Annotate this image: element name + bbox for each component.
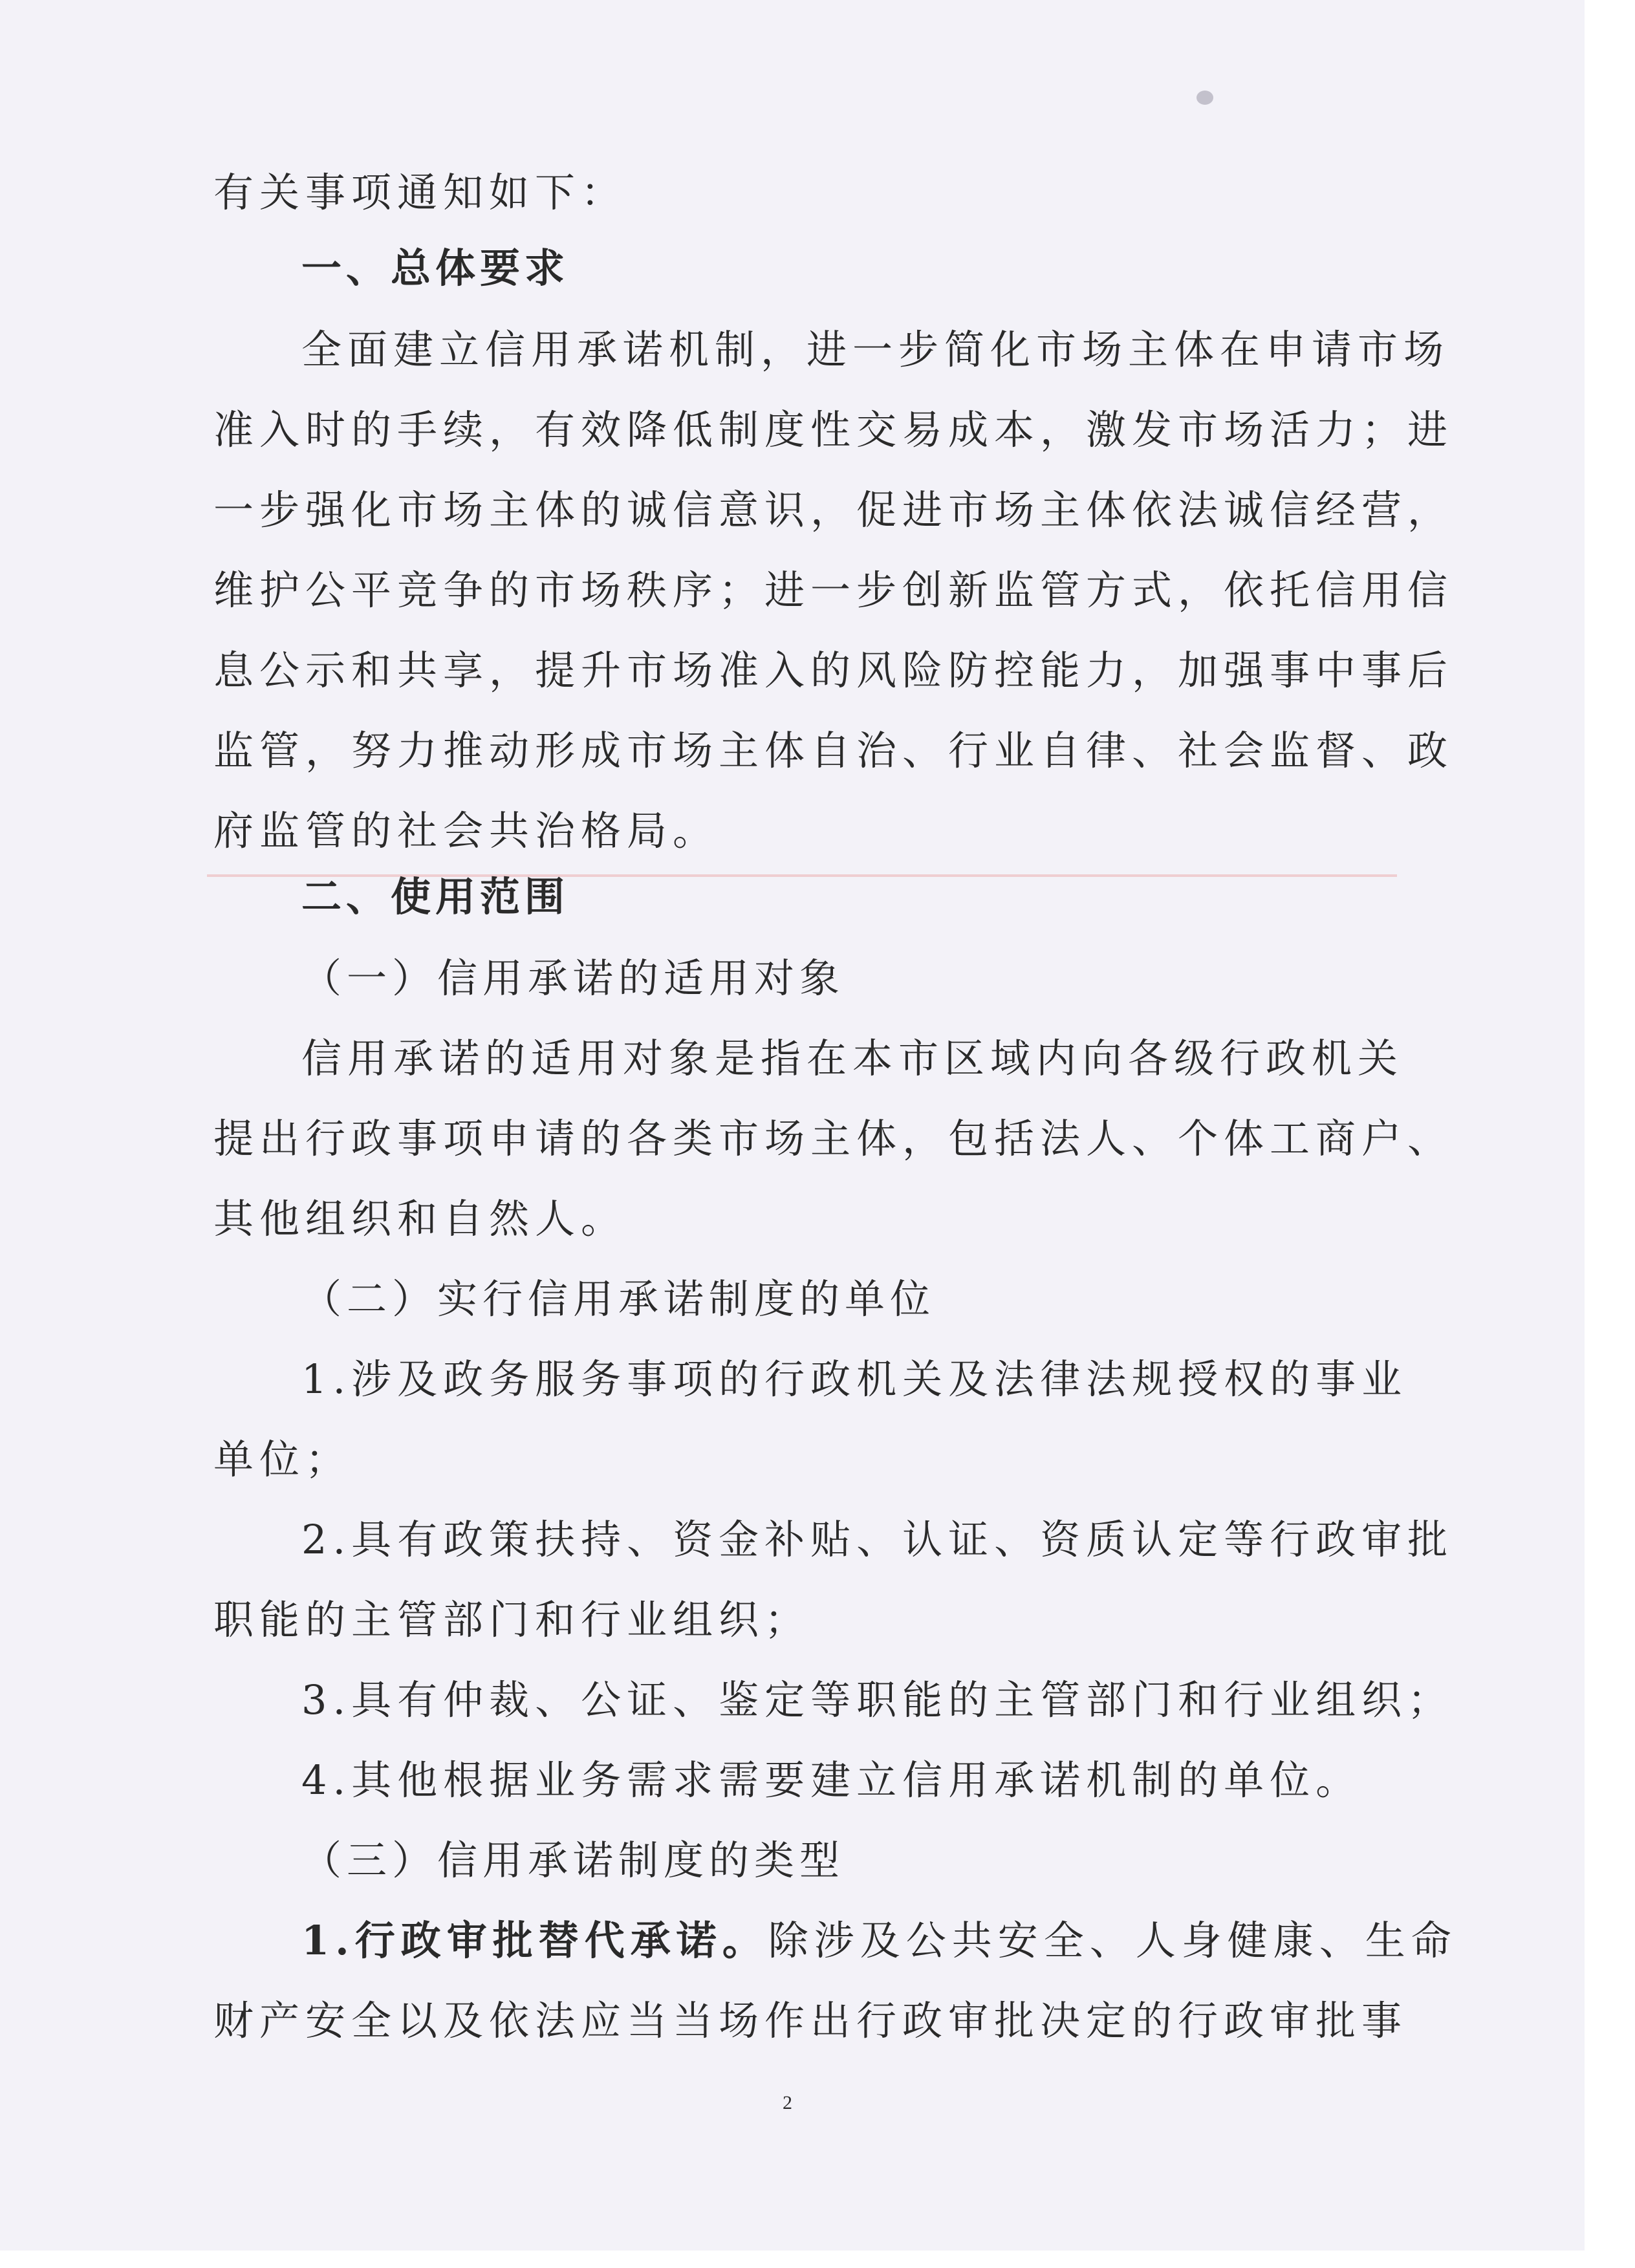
list-item: 4.其他根据业务需求需要建立信用承诺机制的单位。	[301, 1756, 1362, 1804]
paragraph-line: 维护公平竞争的市场秩序；进一步创新监管方式，依托信用信	[213, 567, 1454, 614]
scan-speck	[1196, 91, 1213, 105]
paragraph-line: 提出行政事项申请的各类市场主体，包括法人、个体工商户、	[213, 1115, 1454, 1162]
paragraph-line: 府监管的社会共治格局。	[213, 807, 719, 854]
subsection-title: （一）信用承诺的适用对象	[301, 955, 845, 1002]
paragraph-line: 信用承诺的适用对象是指在本市区域内向各级行政机关	[301, 1035, 1404, 1082]
list-item-text: 除涉及公共安全、人身健康、生命	[768, 1917, 1457, 1964]
list-item-continuation: 职能的主管部门和行业组织；	[213, 1596, 811, 1643]
paragraph-line: 监管，努力推动形成市场主体自治、行业自律、社会监督、政	[213, 727, 1454, 774]
section-heading-scope: 二、使用范围	[301, 873, 570, 920]
list-item-continuation: 单位；	[213, 1436, 352, 1483]
paragraph-line: 其他组织和自然人。	[213, 1195, 627, 1242]
list-item: 1.涉及政务服务事项的行政机关及法律法规授权的事业	[301, 1355, 1408, 1403]
page-number: 2	[783, 2092, 792, 2113]
paragraph-line: 息公示和共享，提升市场准入的风险防控能力，加强事中事后	[213, 647, 1454, 694]
paragraph-line: 全面建立信用承诺机制，进一步简化市场主体在申请市场	[301, 326, 1450, 373]
paragraph-line: 一步强化市场主体的诚信意识，促进市场主体依法诚信经营，	[213, 486, 1454, 534]
subsection-title: （三）信用承诺制度的类型	[301, 1837, 845, 1884]
paragraph-line: 准入时的手续，有效降低制度性交易成本，激发市场活力；进	[213, 406, 1454, 453]
paragraph-line: 财产安全以及依法应当当场作出行政审批决定的行政审批事	[213, 1997, 1408, 2044]
list-item: 2.具有政策扶持、资金补贴、认证、资质认定等行政审批	[301, 1516, 1454, 1563]
list-item	[301, 1918, 1457, 1963]
intro-line: 有关事项通知如下：	[213, 169, 627, 216]
subsection-title: （二）实行信用承诺制度的单位	[301, 1275, 936, 1323]
list-item: 3.具有仲裁、公证、鉴定等职能的主管部门和行业组织；	[301, 1676, 1454, 1723]
section-heading-general: 一、总体要求	[301, 244, 570, 292]
list-item-lead: 1.行政审批替代承诺。	[301, 1917, 768, 1964]
